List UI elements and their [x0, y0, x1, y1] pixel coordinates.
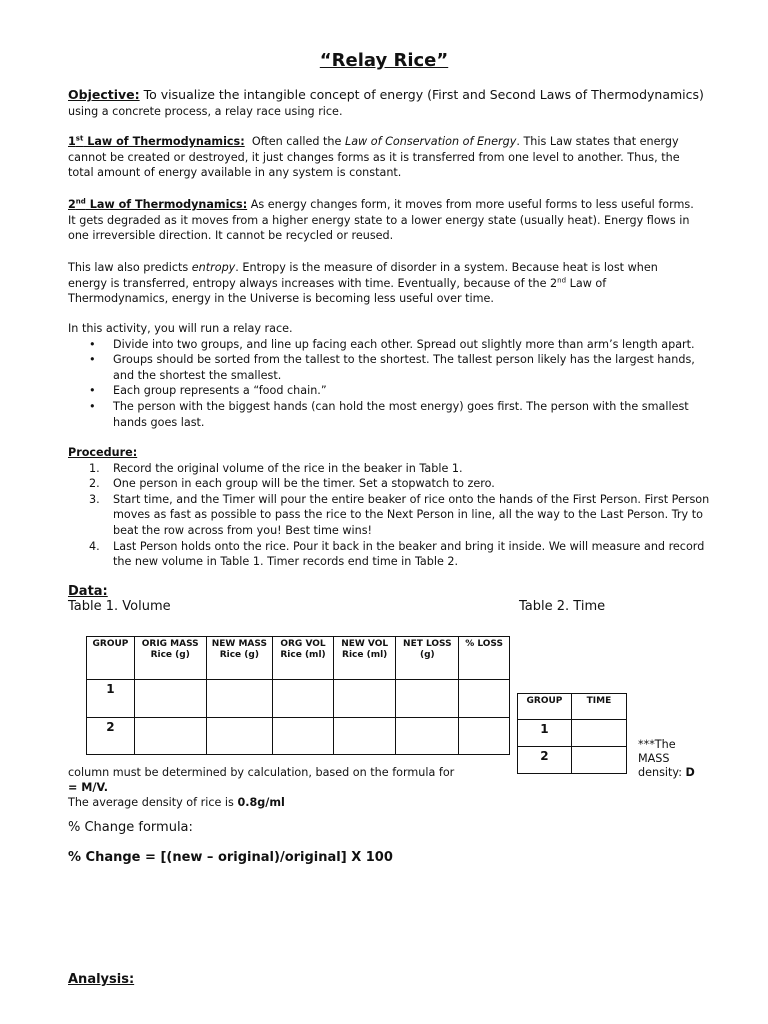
table-header: NEW MASS Rice (g)	[206, 637, 273, 680]
procedure-steps	[68, 461, 718, 570]
group-cell: 2	[87, 718, 135, 755]
table-header: ORG VOL Rice (ml)	[273, 637, 334, 680]
entropy-line2-a: energy is transferred, entropy always increases with time. Eventually, because of the 2	[68, 276, 558, 290]
second-law-label: 2nd Law of Thermodynamics:	[68, 197, 248, 211]
data-cell[interactable]	[273, 718, 334, 755]
note-line1: column must be determined by calculation, based on the formula for	[68, 766, 455, 779]
table-header: NET LOSS (g)	[396, 637, 459, 680]
data-cell[interactable]	[333, 718, 396, 755]
entropy-line3: Thermodynamics, energy in the Universe is becoming less useful over time.	[68, 292, 494, 306]
side-note-line3: density:	[638, 766, 686, 779]
entropy-italic: entropy	[191, 261, 236, 274]
data-cell[interactable]	[206, 680, 273, 718]
first-law-label: 1st Law of Thermodynamics:	[68, 134, 245, 148]
table-header: NEW VOL Rice (ml)	[333, 637, 396, 680]
group-cell: 1	[518, 720, 572, 747]
table2-caption: Table 2. Time	[519, 599, 606, 614]
procedure-step: 3. Start time, and the Timer will pour the entire beaker of rice onto the hands of the First Person. First Person moves as fast as possible to pass the rice to the Next Person in line, all the way to the Last Person. Try to beat the row across from you! Best time wins!	[89, 492, 710, 537]
first-law-italic: Law of Conservation of Energy	[344, 135, 517, 148]
entropy-section	[68, 260, 718, 307]
first-law-text-b: . This Law states that energy	[516, 135, 679, 148]
data-cell[interactable]	[206, 718, 273, 755]
table-header: TIME	[571, 694, 626, 720]
second-law-line1: As energy changes form, it moves from more useful forms to less useful forms.	[250, 198, 694, 211]
data-cell[interactable]	[459, 680, 510, 718]
data-cell[interactable]	[396, 718, 459, 755]
activity-intro: In this activity, you will run a relay race.	[68, 322, 293, 335]
first-law-section	[68, 134, 718, 181]
table-row	[87, 680, 510, 718]
side-note-line1: ***The	[638, 738, 676, 751]
table-header: GROUP	[518, 694, 572, 720]
side-note	[638, 738, 718, 780]
table1-caption: Table 1. Volume	[68, 599, 171, 614]
second-law-section	[68, 197, 718, 244]
first-law-line3: total amount of energy available in any system is constant.	[68, 166, 402, 180]
density-value: 0.8g/ml	[237, 796, 285, 809]
data-cell[interactable]	[273, 680, 334, 718]
data-cell[interactable]	[134, 718, 206, 755]
first-law-line2: cannot be created or destroyed, it just changes forms as it is transferred from one level to another. Thus, the	[68, 150, 680, 164]
second-law-line2: It gets degraded as it moves from a higher energy state to a lower energy state (usually heat). Energy flows in	[68, 213, 690, 227]
group-cell: 1	[87, 680, 135, 718]
table-header: % LOSS	[459, 637, 510, 680]
activity-section	[68, 321, 718, 430]
procedure-label: Procedure:	[68, 446, 138, 459]
objective-line2: using a concrete process, a relay race using rice.	[68, 105, 343, 118]
data-cell[interactable]	[571, 720, 626, 747]
second-law-line3: one irreversible direction. It cannot be recycled or reused.	[68, 229, 394, 243]
table-header: ORIG MASS Rice (g)	[134, 637, 206, 680]
objective-line1: To visualize the intangible concept of energy (First and Second Laws of Thermodynamics)	[143, 87, 704, 102]
change-label: % Change formula:	[68, 820, 193, 835]
time-table	[517, 693, 627, 774]
bullet-item: • Divide into two groups, and line up facing each other. Spread out slightly more than arm’s length apart.	[68, 337, 718, 353]
data-cell[interactable]	[396, 680, 459, 718]
data-cell[interactable]	[134, 680, 206, 718]
change-formula: % Change = [(new – original)/original] X 100	[68, 850, 393, 865]
procedure-step: 4. Last Person holds onto the rice. Pour it back in the beaker and bring it inside. We will measure and record the new volume in Table 1. Timer records end time in Table 2.	[89, 539, 705, 569]
note-line2: = M/V.	[68, 781, 108, 794]
procedure-section	[68, 445, 718, 570]
table-row	[518, 720, 627, 747]
side-note-line2: MASS	[638, 752, 670, 765]
calculation-note	[68, 765, 628, 810]
first-law-text-a: Often called the	[251, 135, 345, 148]
bullet-item: • Groups should be sorted from the tallest to the shortest. The tallest person likely has the largest hands, and the shortest the smallest.	[68, 352, 718, 383]
group-cell: 2	[518, 747, 572, 774]
table-row	[87, 718, 510, 755]
activity-bullets	[68, 337, 718, 431]
bullet-item: • Each group represents a “food chain.”	[68, 383, 718, 399]
analysis-label: Analysis:	[68, 972, 135, 987]
objective-label: Objective:	[68, 87, 140, 102]
procedure-step: 2. One person in each group will be the timer. Set a stopwatch to zero.	[89, 477, 495, 491]
procedure-step: 1. Record the original volume of the rice in the beaker in Table 1.	[89, 461, 463, 475]
entropy-text-b: . Entropy is the measure of disorder in a system. Because heat is lost when	[235, 261, 658, 274]
volume-table	[86, 636, 510, 755]
data-label: Data:	[68, 584, 108, 599]
entropy-sup: nd	[557, 275, 567, 284]
objective-section	[68, 87, 708, 120]
entropy-text-a: This law also predicts	[68, 261, 192, 274]
data-cell[interactable]	[333, 680, 396, 718]
bullet-item: • The person with the biggest hands (can hold the most energy) goes first. The person with the smallest hands goes last.	[68, 399, 718, 430]
page-title: “Relay Rice”	[319, 50, 449, 71]
side-note-bold: D	[685, 766, 695, 779]
entropy-line2-b: Law of	[566, 276, 607, 290]
data-cell[interactable]	[459, 718, 510, 755]
table-header: GROUP	[87, 637, 135, 680]
density-text: The average density of rice is	[68, 796, 238, 809]
